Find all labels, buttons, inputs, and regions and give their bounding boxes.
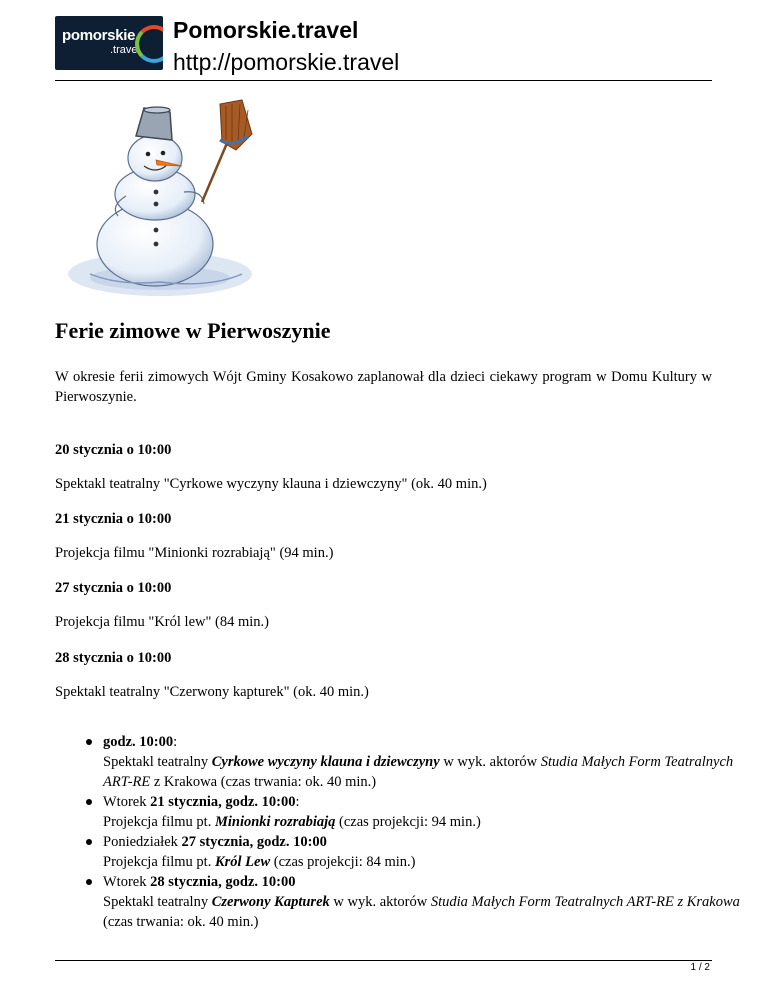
event-description: Spektakl teatralny "Czerwony kapturek" (ok. 40 min.) [55,684,369,700]
site-url: http://pomorskie.travel [173,49,400,75]
site-title: Pomorskie.travel [173,17,359,43]
detail-text: Spektakl teatralny [103,894,212,910]
detail-text: (czas projekcji: 94 min.) [335,814,481,830]
show-title: Minionki rozrabiają [214,814,336,830]
page-number: 1 / 2 [690,962,710,973]
logo-ring-icon [135,25,163,63]
logo-main-text: pomorskie [62,27,136,44]
snowman-with-broom-icon [60,96,260,308]
theatre-group: Studia Małych Form Teatralnych ART-RE z Krakowa [430,894,740,910]
detail-lead-suffix: : [295,794,300,810]
detail-text: w wyk. aktorów [439,754,541,770]
detail-text: Projekcja filmu pt. [103,814,215,830]
header-divider [55,80,712,81]
detail-text: Projekcja filmu pt. [103,854,215,870]
show-title: Cyrkowe wyczyny klauna i dziewczyny [211,754,440,770]
event-details-list [55,732,743,932]
detail-day: Wtorek [103,794,151,810]
event-description: Spektakl teatralny "Cyrkowe wyczyny klauna i dziewczyny" (ok. 40 min.) [55,476,487,492]
detail-lead: 28 stycznia, godz. 10:00 [150,874,296,890]
detail-text: (czas projekcji: 84 min.) [270,854,416,870]
event-date: 21 stycznia o 10:00 [55,511,172,527]
detail-day: Poniedziałek [103,834,182,850]
detail-lead: 27 stycznia, godz. 10:00 [181,834,327,850]
event-description: Projekcja filmu "Król lew" (84 min.) [55,614,269,630]
event-date: 20 stycznia o 10:00 [55,442,172,458]
event-description: Projekcja filmu "Minionki rozrabiają" (94 min.) [55,545,334,561]
list-item [103,792,743,832]
pomorskie-travel-logo [55,16,163,70]
list-item [103,832,743,872]
show-title: Król Lew [214,854,271,870]
detail-text: Spektakl teatralny [103,754,212,770]
theatre-group: Studia Małych Form Teatralnych ART-RE [103,754,734,790]
detail-lead: 21 stycznia, godz. 10:00 [150,794,296,810]
page-header [55,16,712,80]
detail-lead: godz. 10:00 [103,734,174,750]
detail-lead-suffix: : [173,734,178,750]
article-intro: W okresie ferii zimowych Wójt Gminy Kosakowo zaplanował dla dzieci ciekawy program w Domu Kultury w Pierwoszynie. [55,369,712,405]
show-title: Czerwony Kapturek [211,894,330,910]
detail-text: w wyk. aktorów [329,894,431,910]
logo-sub-text: .travel [110,44,140,56]
detail-text: (czas trwania: ok. 40 min.) [103,914,259,930]
event-date: 28 stycznia o 10:00 [55,650,172,666]
event-date: 27 stycznia o 10:00 [55,580,172,596]
detail-text: z Krakowa (czas trwania: ok. 40 min.) [150,774,377,790]
list-item [103,732,743,792]
list-item [103,872,743,932]
footer-divider [55,960,712,961]
article-title: Ferie zimowe w Pierwoszynie [55,318,331,343]
detail-day: Wtorek [103,874,151,890]
